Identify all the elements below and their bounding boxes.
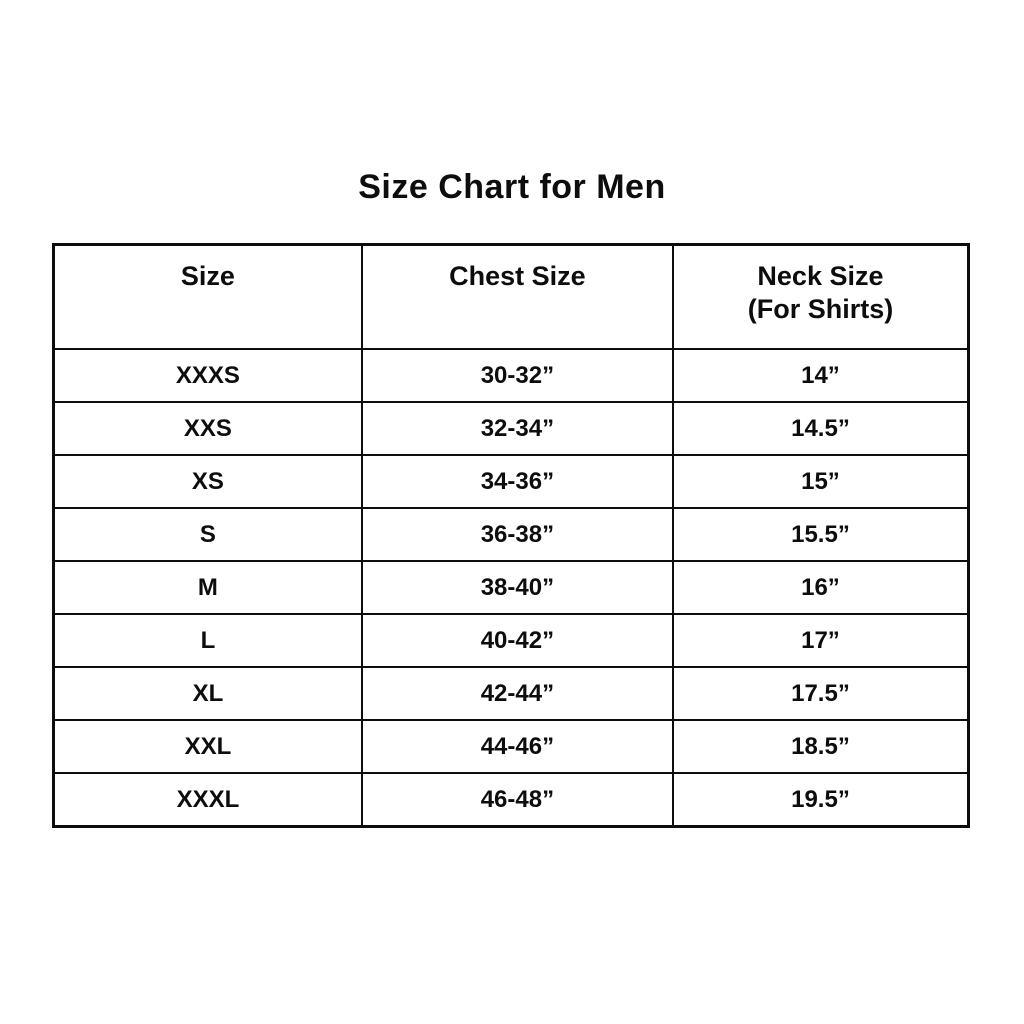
chest-size-cell: 44-46” xyxy=(362,720,673,773)
size-chart-table xyxy=(52,243,970,828)
column-header-size xyxy=(54,245,362,350)
table-header-row xyxy=(54,245,969,350)
chest-size-cell: 46-48” xyxy=(362,773,673,827)
table-row xyxy=(54,561,969,614)
chest-size-cell: 36-38” xyxy=(362,508,673,561)
size-cell: XXXL xyxy=(54,773,362,827)
size-cell: XL xyxy=(54,667,362,720)
table-row xyxy=(54,508,969,561)
neck-size-cell: 17” xyxy=(673,614,969,667)
column-header-neck-size-sublabel: (For Shirts) xyxy=(747,294,894,324)
column-header-chest-size xyxy=(362,245,673,350)
neck-size-cell: 15.5” xyxy=(673,508,969,561)
table-body xyxy=(54,349,969,827)
table-row xyxy=(54,614,969,667)
neck-size-cell: 18.5” xyxy=(673,720,969,773)
size-cell: XS xyxy=(54,455,362,508)
chest-size-cell: 38-40” xyxy=(362,561,673,614)
neck-size-cell: 16” xyxy=(673,561,969,614)
size-cell: XXL xyxy=(54,720,362,773)
column-header-neck-size xyxy=(673,245,969,350)
table-row xyxy=(54,349,969,402)
size-cell: XXXS xyxy=(54,349,362,402)
neck-size-cell: 14.5” xyxy=(673,402,969,455)
chest-size-cell: 34-36” xyxy=(362,455,673,508)
chest-size-cell: 30-32” xyxy=(362,349,673,402)
size-cell: L xyxy=(54,614,362,667)
neck-size-cell: 15” xyxy=(673,455,969,508)
column-header-neck-size-label: Neck Size xyxy=(757,261,884,291)
chest-size-cell: 40-42” xyxy=(362,614,673,667)
chest-size-cell: 32-34” xyxy=(362,402,673,455)
size-cell: S xyxy=(54,508,362,561)
table-row xyxy=(54,455,969,508)
chest-size-cell: 42-44” xyxy=(362,667,673,720)
neck-size-cell: 14” xyxy=(673,349,969,402)
table-row xyxy=(54,720,969,773)
neck-size-cell: 17.5” xyxy=(673,667,969,720)
column-header-chest-size-label: Chest Size xyxy=(449,261,586,291)
table-row xyxy=(54,667,969,720)
table-row xyxy=(54,773,969,827)
neck-size-cell: 19.5” xyxy=(673,773,969,827)
size-cell: M xyxy=(54,561,362,614)
page-title: Size Chart for Men xyxy=(358,168,666,206)
table-row xyxy=(54,402,969,455)
column-header-size-label: Size xyxy=(180,261,235,291)
size-cell: XXS xyxy=(54,402,362,455)
